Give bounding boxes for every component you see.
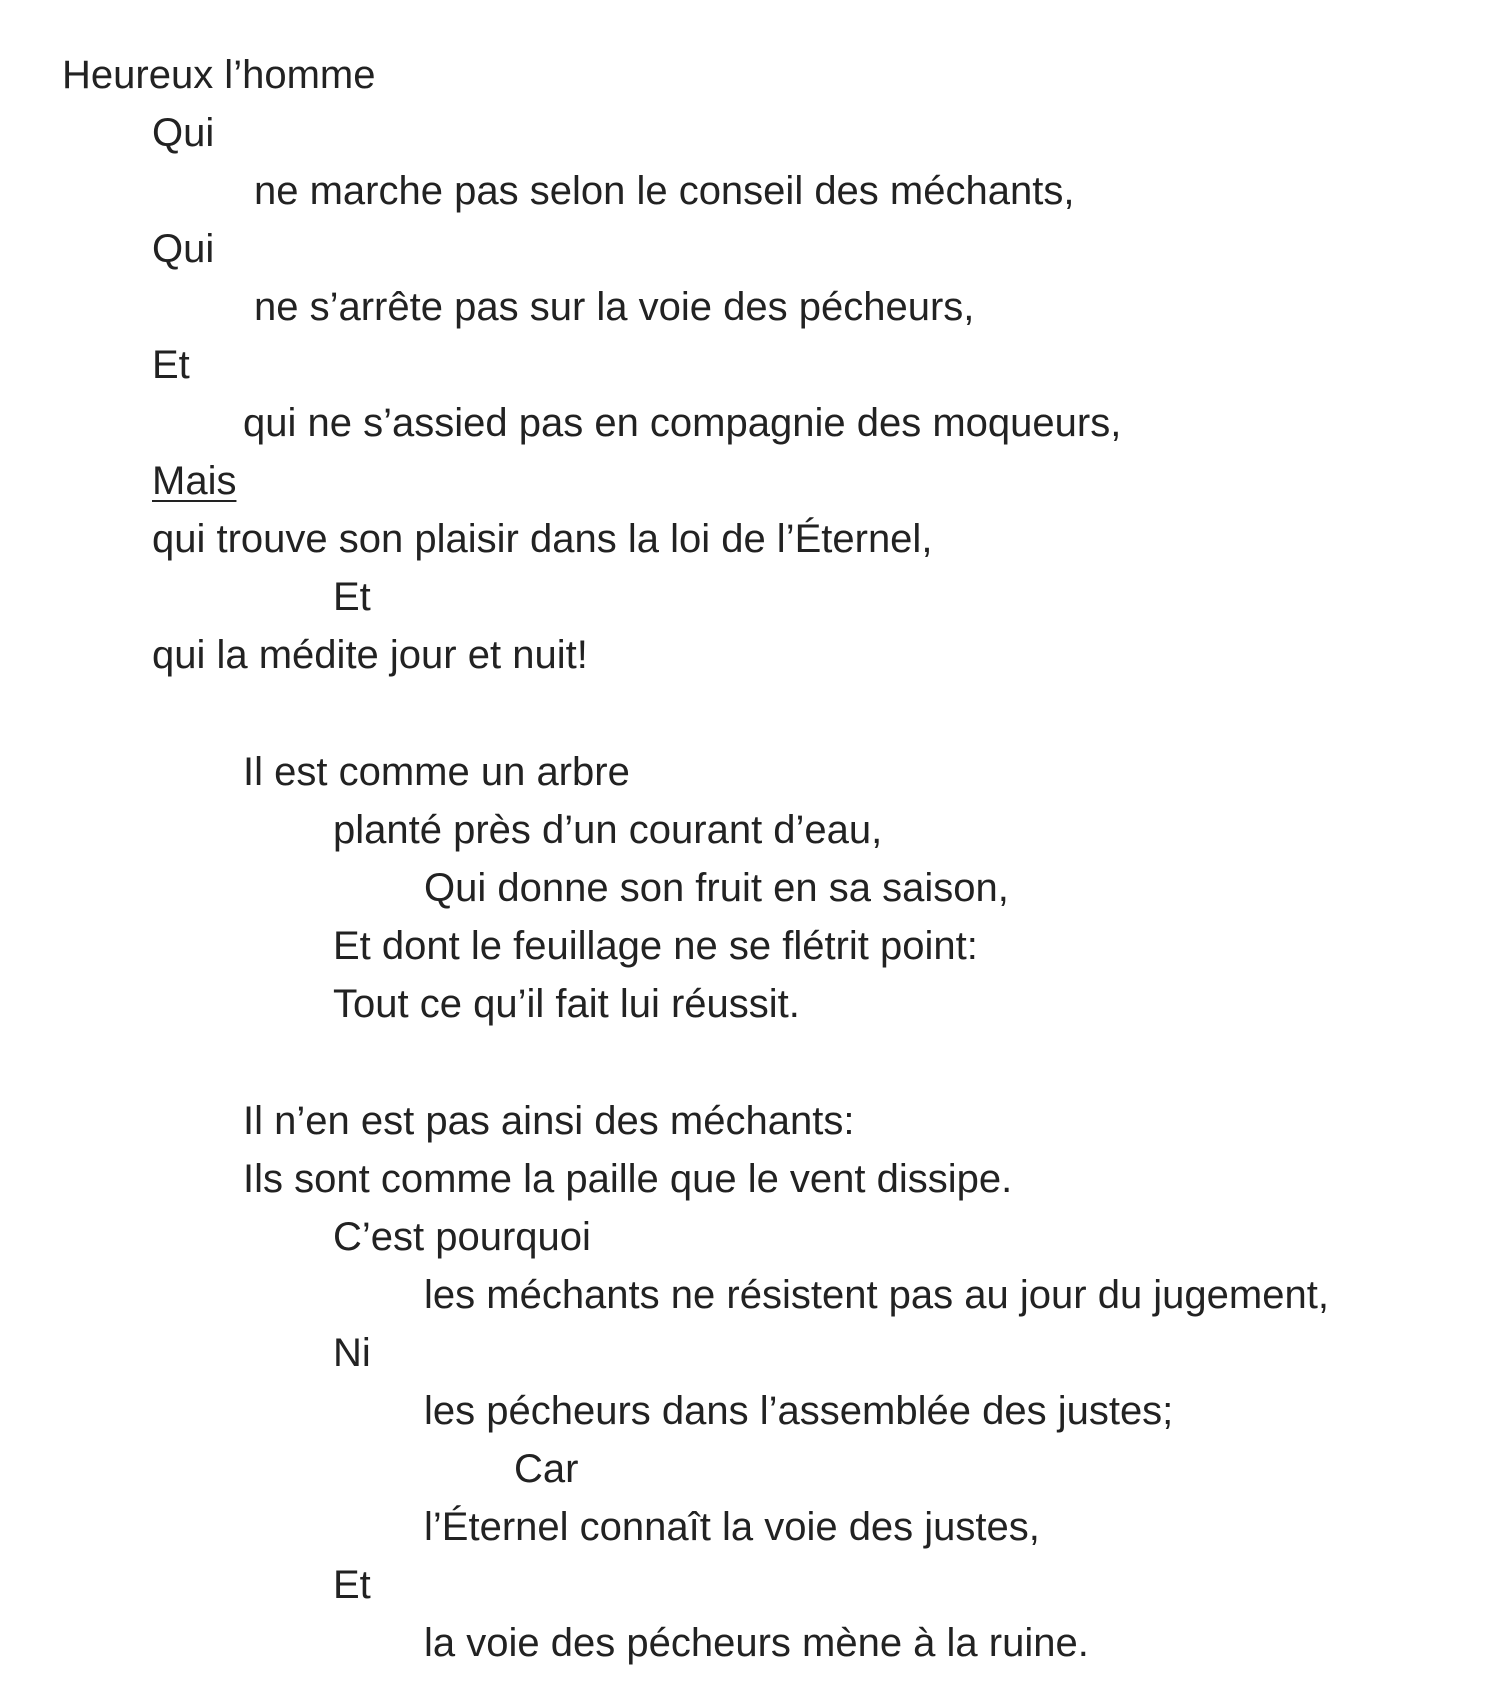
poem-line: Et [333,575,371,619]
poem-line: les pécheurs dans l’assemblée des justes; [424,1389,1174,1433]
poem-line: C’est pourquoi [333,1215,591,1259]
poem-line: Qui [152,227,215,271]
poem-line: Il est comme un arbre [243,750,630,794]
poem-line: Heureux l’homme [62,53,376,97]
poem-line: Et [152,343,190,387]
poem-line: les méchants ne résistent pas au jour du jugement, [424,1273,1329,1317]
poem-line-underlined: Mais [152,459,237,503]
poem-line: qui ne s’assied pas en compagnie des moqueurs, [243,401,1122,445]
poem-line: ne s’arrête pas sur la voie des pécheurs, [254,285,975,329]
poem-line: planté près d’un courant d’eau, [333,808,883,852]
poem-line: qui la médite jour et nuit! [152,633,588,677]
poem-line: Et dont le feuillage ne se flétrit point: [333,924,978,968]
poem-line: Car [514,1447,579,1491]
poem-line: Qui [152,111,215,155]
poem-line: ne marche pas selon le conseil des méchants, [254,169,1075,213]
poem-line: la voie des pécheurs mène à la ruine. [424,1621,1089,1665]
poem-line: l’Éternel connaît la voie des justes, [424,1505,1040,1549]
poem-line: Et [333,1563,371,1607]
poem-line: Il n’en est pas ainsi des méchants: [243,1099,855,1143]
poem-line: Tout ce qu’il fait lui réussit. [333,982,800,1026]
poem-line: Ni [333,1331,371,1375]
poem-line: qui trouve son plaisir dans la loi de l’Éternel, [152,517,933,561]
poem-line: Qui donne son fruit en sa saison, [424,866,1009,910]
poem-line: Ils sont comme la paille que le vent dissipe. [243,1157,1013,1201]
